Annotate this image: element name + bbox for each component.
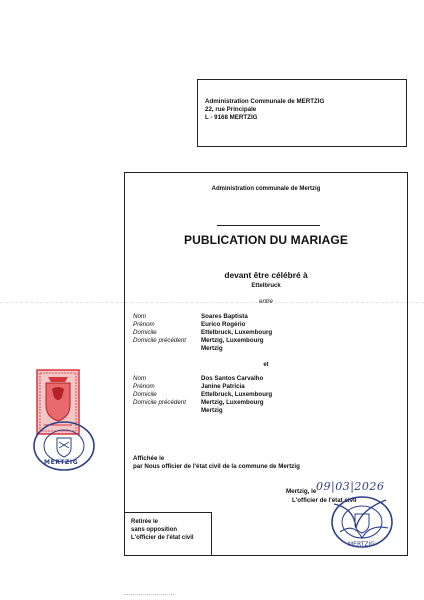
bottom-dotted-line — [124, 594, 174, 595]
person1-domicile-precedent-2: Mertzig — [201, 345, 223, 352]
official-seal-icon — [326, 492, 396, 550]
address-line-3: L - 9168 MERTZIG — [205, 114, 258, 121]
retire-line-2: sans opposition — [131, 527, 178, 533]
label-prenom-2: Prénom — [133, 383, 155, 390]
label-domicile-precedent-2: Domicile précédent — [133, 399, 186, 406]
affiche-line-1: Affichée le — [133, 455, 165, 462]
person2-domicile-precedent: Mertzig, Luxembourg — [201, 399, 264, 406]
address-line-2: 22, rue Principale — [205, 106, 257, 113]
svg-text:MERTZIG: MERTZIG — [348, 541, 375, 548]
label-domicile-2: Domicile — [133, 391, 157, 398]
title-rule — [217, 225, 320, 226]
retire-block — [131, 518, 194, 542]
label-domicile-1: Domicile — [133, 329, 157, 336]
wedding-place: Ettelbruck — [251, 283, 281, 289]
et-label: et — [263, 362, 269, 368]
person2-domicile: Ettelbruck, Luxembourg — [201, 391, 273, 398]
document-header: Administration communale de Mertzig — [211, 186, 321, 192]
signature-officier: L'officier de l'état civil — [292, 497, 357, 504]
affiche-block — [133, 455, 300, 471]
signature-place: Mertzig, le — [286, 488, 317, 495]
label-nom-2: Nom — [133, 375, 147, 382]
page-title: PUBLICATION DU MARIAGE — [184, 233, 348, 247]
person1-domicile-precedent: Mertzig, Luxembourg — [201, 337, 264, 344]
address-line-1: Administration Communale de MERTZIG — [205, 98, 325, 105]
handwritten-date: 09|03|2026 — [316, 480, 385, 493]
person2-domicile-precedent-2: Mertzig — [201, 407, 223, 414]
retire-line-1: Retirée le — [131, 519, 159, 525]
subtitle: devant être célébré à — [224, 270, 308, 280]
person2-nom: Dos Santos Carvalho — [201, 375, 264, 382]
address-block — [205, 98, 324, 122]
label-nom-1: Nom — [133, 313, 147, 320]
person2-prenom: Janine Patricia — [201, 383, 245, 390]
label-domicile-precedent-1: Domicile précédent — [133, 337, 186, 344]
entre-label: entre — [259, 299, 273, 305]
person1-prenom: Eurico Rogério — [201, 321, 246, 328]
person1-nom: Soares Baptista — [201, 313, 248, 320]
label-prenom-1: Prénom — [133, 321, 155, 328]
affiche-line-2: par Nous officier de l'état civil de la commune de Mertzig — [133, 463, 300, 470]
stamp-text: MERTZIG — [44, 459, 79, 466]
retire-line-3: L'officier de l'état civil — [131, 535, 194, 541]
person1-domicile: Ettelbruck, Luxembourg — [201, 329, 273, 336]
